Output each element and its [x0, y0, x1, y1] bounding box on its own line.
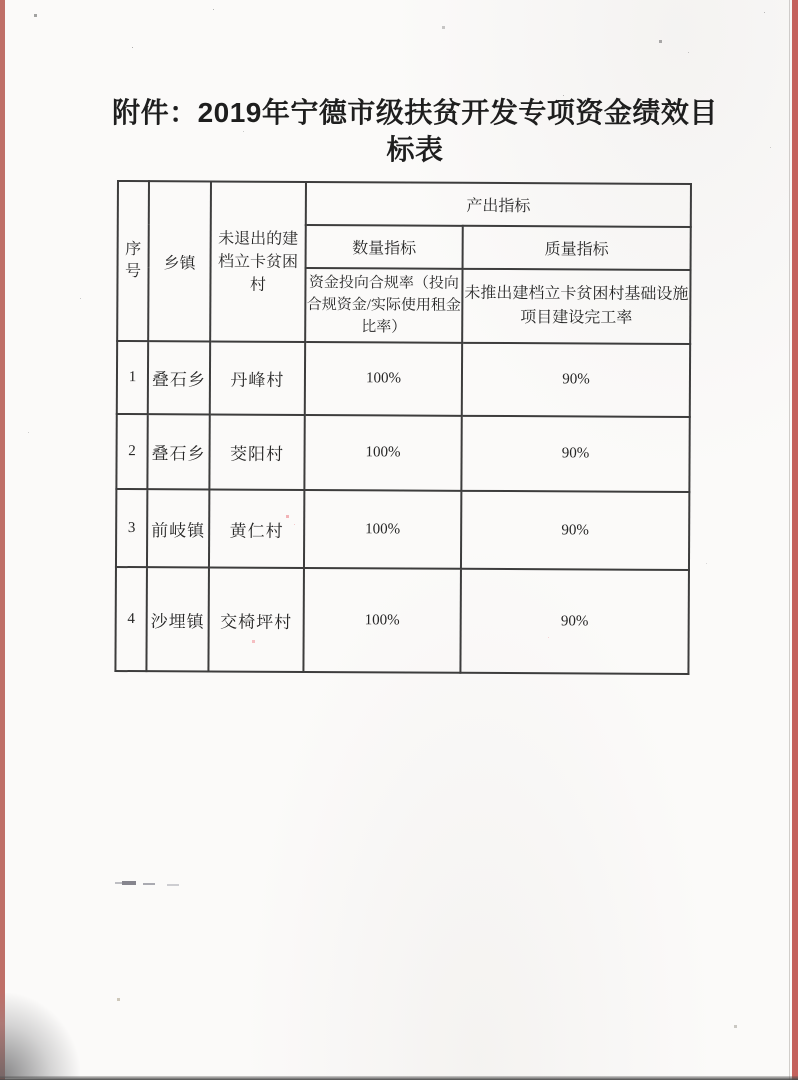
header-quantity-indicator: 数量指标: [306, 225, 463, 269]
header-village: 未退出的建档立卡贫困村: [210, 181, 306, 341]
cell-village: 交椅坪村: [208, 567, 304, 671]
table-row: [116, 489, 689, 570]
cell-quantity: 100%: [305, 342, 462, 416]
cell-quantity: 100%: [303, 568, 461, 673]
header-serial: 序号: [117, 181, 149, 341]
cell-township: 叠石乡: [147, 414, 209, 489]
cell-serial: 3: [116, 489, 147, 567]
header-quality-description: 未推出建档立卡贫困村基础设施项目建设完工率: [462, 269, 690, 344]
cell-village: 茭阳村: [209, 414, 304, 489]
scan-border-bottom: [0, 1076, 798, 1080]
cell-township: 叠石乡: [148, 341, 210, 414]
scan-border-left: [0, 0, 5, 1080]
document-title: [112, 94, 718, 168]
cell-quality: 90%: [460, 569, 689, 674]
cell-quantity: 100%: [304, 490, 461, 569]
cell-serial: 2: [116, 414, 147, 489]
scan-border-right: [792, 0, 798, 1080]
cell-quantity: 100%: [304, 415, 461, 491]
cell-township: 前岐镇: [147, 489, 209, 567]
cell-quality: 90%: [461, 416, 689, 492]
performance-target-table: [114, 180, 692, 675]
header-quality-indicator: 质量指标: [463, 226, 691, 270]
cell-village: 黄仁村: [209, 489, 304, 567]
corner-shadow: [0, 993, 80, 1078]
cell-quality: 90%: [462, 343, 690, 417]
table-row: [115, 567, 689, 674]
table-row: [117, 341, 690, 417]
cell-quality: 90%: [461, 491, 689, 570]
cell-village: 丹峰村: [210, 341, 305, 414]
header-township: 乡镇: [148, 181, 211, 341]
document-title-line1: 附件：2019年宁德市级扶贫开发专项资金绩效目: [112, 97, 718, 128]
cell-township: 沙埋镇: [146, 567, 209, 671]
cell-serial: 1: [117, 341, 148, 414]
cell-serial: 4: [115, 567, 147, 671]
document-title-line2: 标表: [386, 134, 444, 165]
table-row: [116, 414, 689, 492]
header-quantity-description: 资金投向合规率（投向合规资金/实际使用租金比率）: [305, 268, 462, 343]
scan-smudge: [122, 881, 136, 885]
header-output-indicators: 产出指标: [306, 182, 691, 227]
paper-edge-line: [789, 0, 790, 1080]
